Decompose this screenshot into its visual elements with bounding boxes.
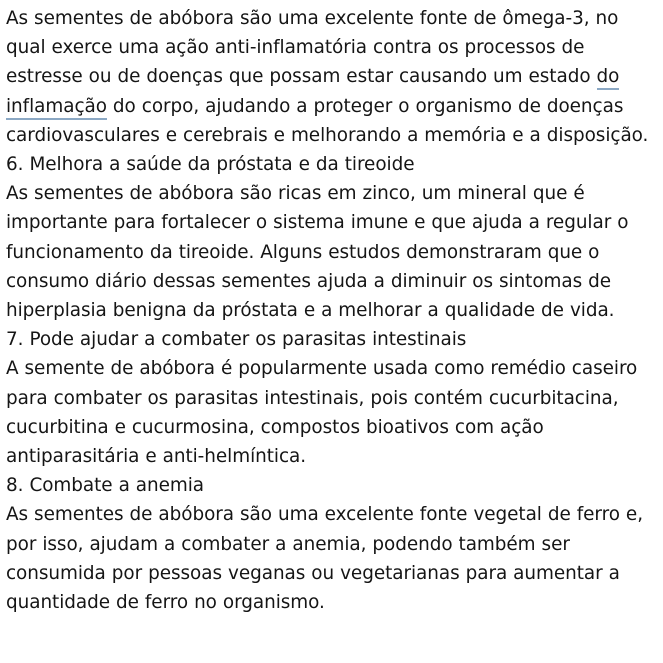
text-run: 7. Pode ajudar a combater os parasitas intestinais	[6, 329, 467, 351]
text-run: 6. Melhora a saúde da próstata e da tireoide	[6, 154, 415, 176]
heading-8-anemia	[6, 471, 657, 500]
heading-6-prostata-tireoide	[6, 150, 657, 179]
text-run: do corpo, ajudando a proteger o organismo de doenças cardiovasculares e cerebrais e melhorando a memória e a disposição.	[6, 95, 649, 146]
text-run: 8. Combate a anemia	[6, 475, 205, 497]
text-run: A semente de abóbora é popularmente usada como remédio caseiro para combater os parasitas intestinais, pois contém cucurbitacina, cucurbitina e cucurmosina, compostos bioativos com ação antiparasitária e anti-helmíntica.	[6, 358, 638, 468]
text-run: As sementes de abóbora são ricas em zinco, um mineral que é importante para fortalecer o sistema imune e que ajuda a regular o funcionamento da tireoide. Alguns estudos demonstraram que o consumo diário dessas sementes ajuda a diminuir os sintomas de hiperplasia benigna da próstata e a melhorar a qualidade de vida.	[6, 183, 629, 322]
paragraph-6-body	[6, 179, 657, 325]
paragraph-7-body	[6, 354, 657, 471]
text-run: As sementes de abóbora são uma excelente fonte de ômega-3, no qual exerce uma ação anti-inflamatória contra os processos de estresse ou de doenças que possam estar causando um estado	[6, 8, 619, 88]
inline-link-inflamacao[interactable]: do inflamação	[6, 66, 619, 119]
heading-7-parasitas-intestinais	[6, 325, 657, 354]
text-run: As sementes de abóbora são uma excelente fonte vegetal de ferro e, por isso, ajudam a combater a anemia, podendo também ser consumida por pessoas veganas ou vegetarianas para aumentar a quantidade de ferro no organismo.	[6, 504, 643, 614]
paragraph-omega-3	[6, 4, 657, 150]
paragraph-8-body	[6, 500, 657, 617]
